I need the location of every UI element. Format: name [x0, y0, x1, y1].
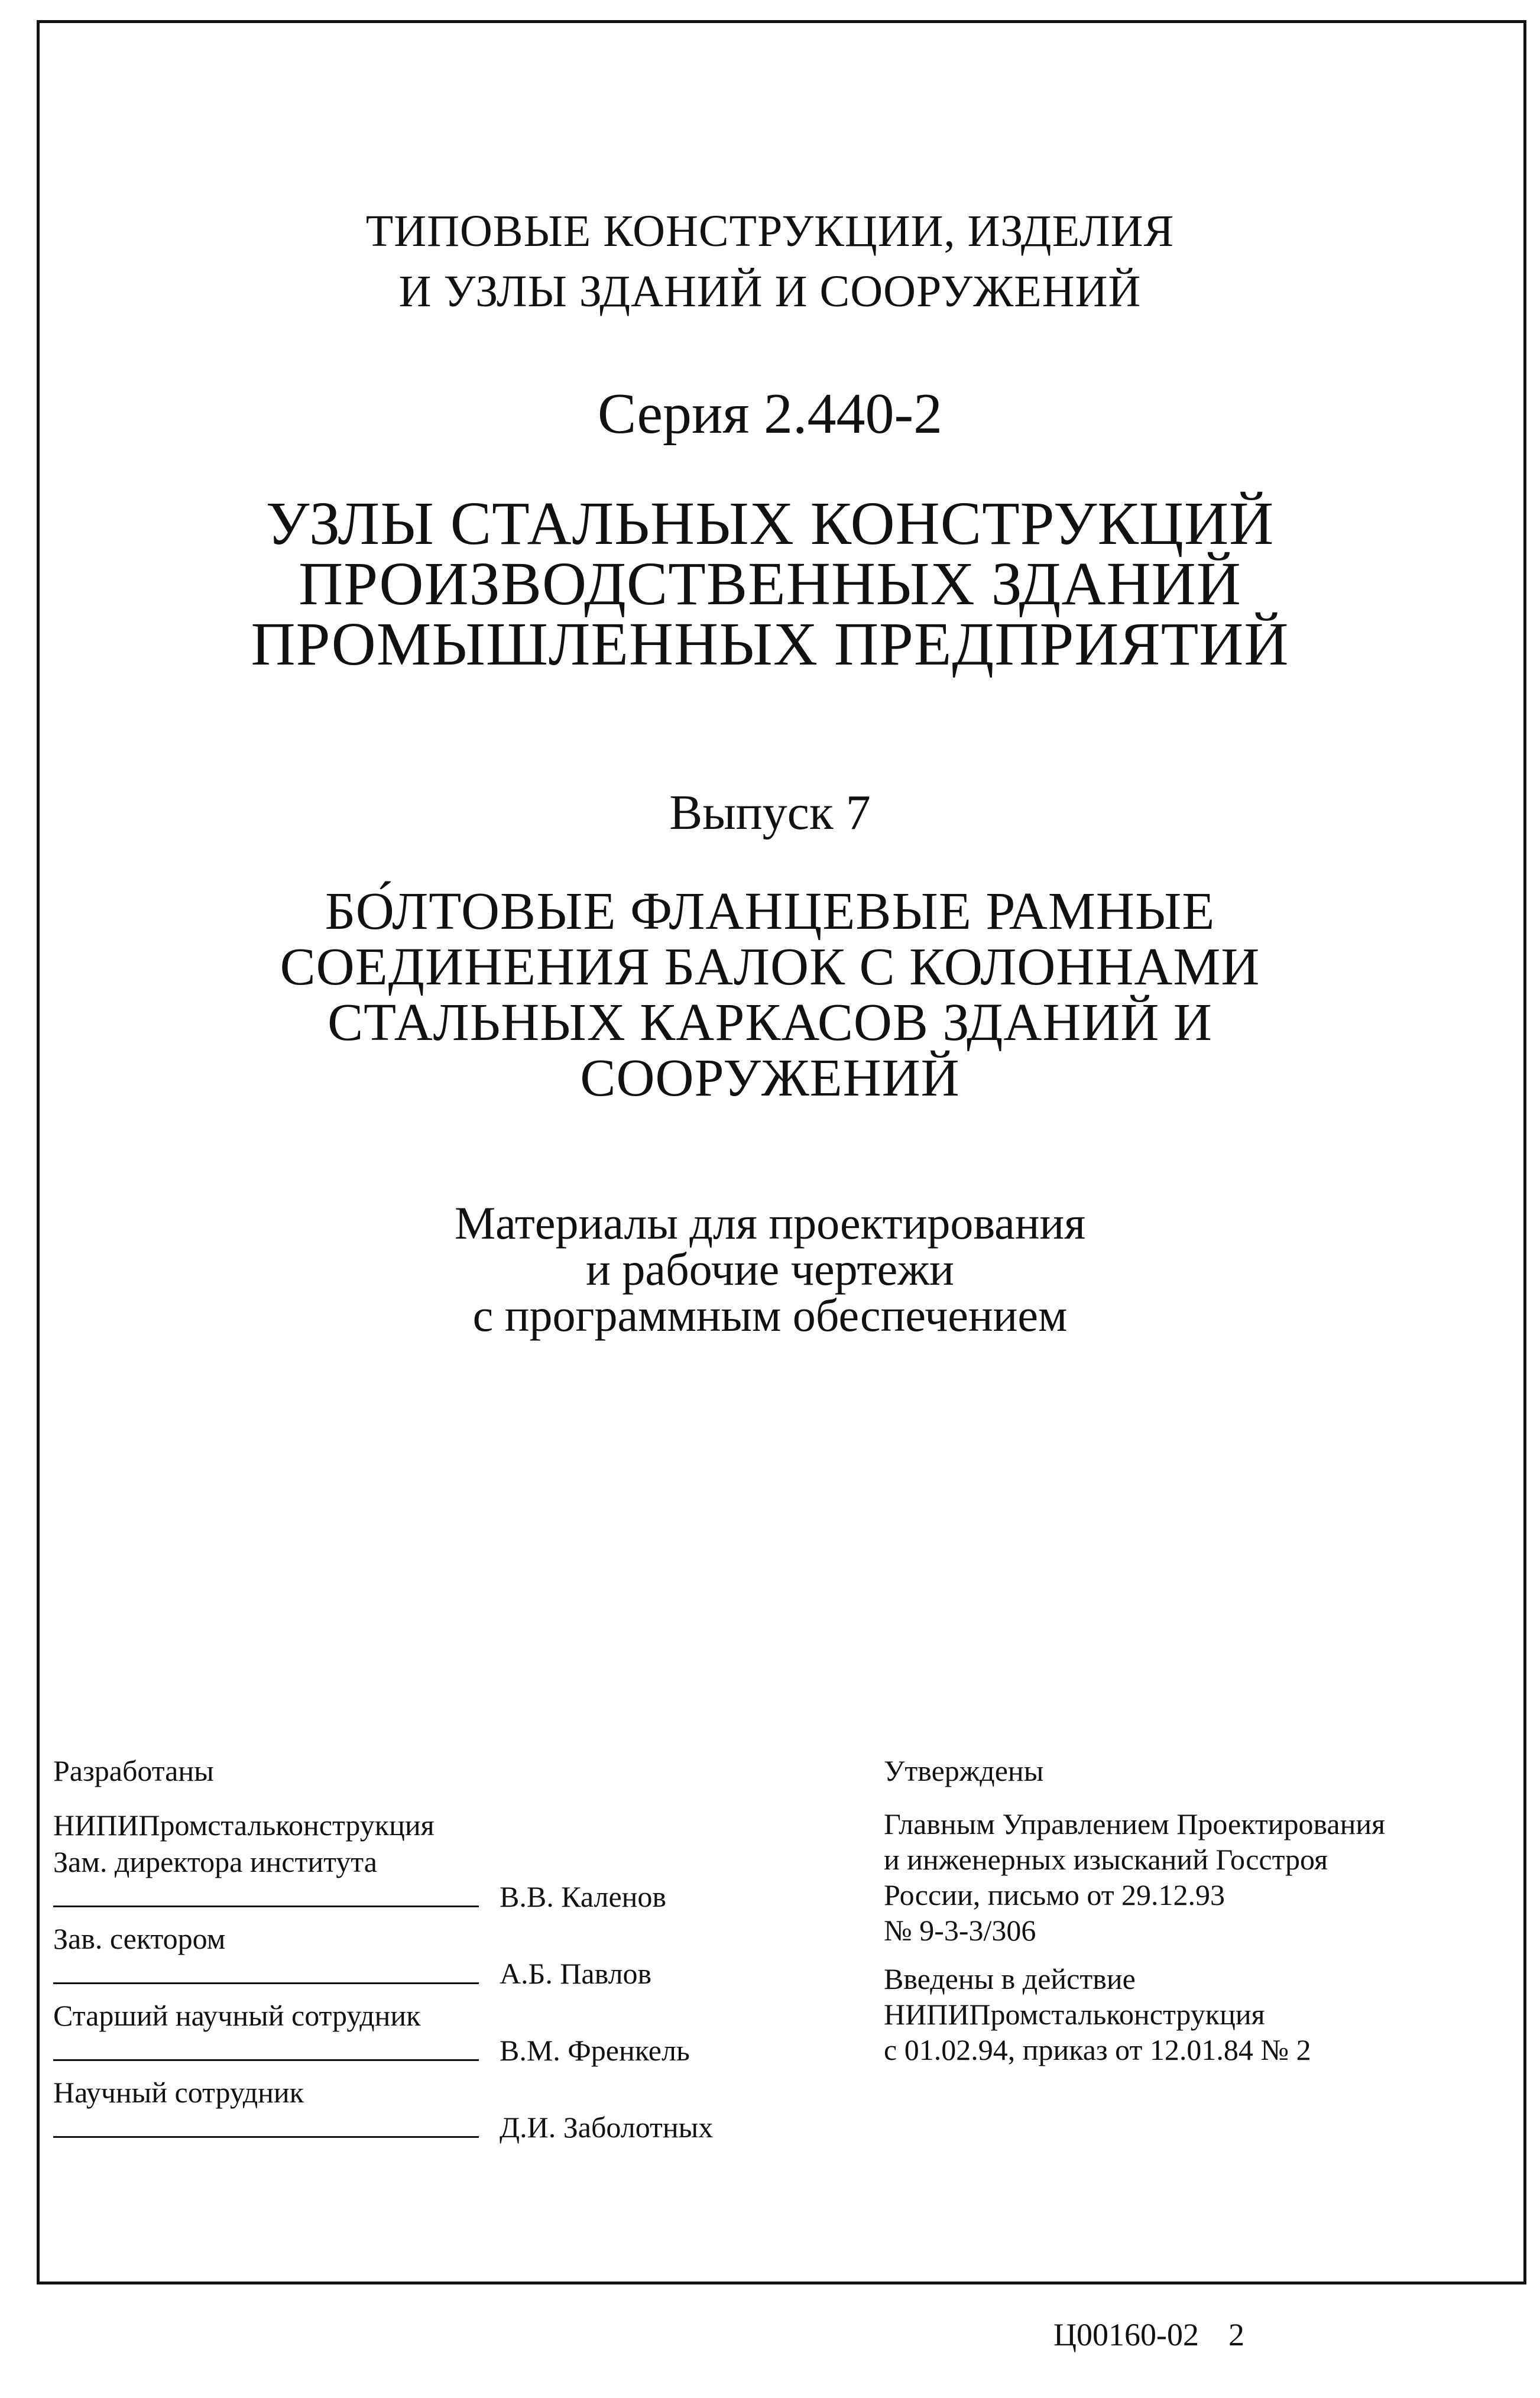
signature-line: [53, 1982, 479, 1984]
title-line-2: ПРОИЗВОДСТВЕННЫХ ЗДАНИЙ: [299, 550, 1241, 618]
series-number: [0, 378, 1540, 449]
approved-label: Утверждены: [884, 1754, 1044, 1787]
signature-row-2: [53, 1956, 822, 1993]
signer-name-3: В.М. Френкель: [500, 2034, 690, 2067]
issue-title: [0, 884, 1540, 1106]
header-line-1: ТИПОВЫЕ КОНСТРУКЦИИ, ИЗДЕЛИЯ: [365, 206, 1175, 256]
subtitle-line-4: СООРУЖЕНИЙ: [580, 1049, 960, 1107]
issue-label: Выпуск 7: [669, 785, 871, 840]
title-line-3: ПРОМЫШЛЕННЫХ ПРЕДПРИЯТИЙ: [251, 610, 1289, 678]
signer-role-2: Зав. сектором: [53, 1922, 226, 1955]
approved-line-1: Главным Управлением Проектирования: [884, 1807, 1386, 1840]
subtitle-line-1: БО́ЛТОВЫЕ ФЛАНЦЕВЫЕ РАМНЫЕ: [325, 882, 1215, 941]
title-line-1: УЗЛЫ СТАЛЬНЫХ КОНСТРУКЦИЙ: [265, 490, 1275, 558]
header-line-2: И УЗЛЫ ЗДАНИЙ И СООРУЖЕНИЙ: [398, 267, 1142, 316]
signature-row-3: [53, 2033, 822, 2070]
signer-role-3: Старший научный сотрудник: [53, 1999, 421, 2032]
footer: [1053, 2316, 1244, 2353]
approved-line-2: и инженерных изысканий Госстроя: [884, 1843, 1328, 1876]
subtitle-line-3: СТАЛЬНЫХ КАРКАСОВ ЗДАНИЙ И: [328, 993, 1212, 1052]
approved-line-4: № 9-3-3/306: [884, 1914, 1036, 1947]
issue-number: [0, 780, 1540, 845]
header: [0, 201, 1540, 322]
signer-name-2: А.Б. Павлов: [500, 1957, 652, 1990]
signature-row-4: [53, 2110, 822, 2147]
signature-row-1: [53, 1879, 822, 1916]
approved-block: [884, 1753, 1522, 2068]
signer-name-4: Д.И. Заболотных: [500, 2111, 714, 2144]
subtitle-line-2: СОЕДИНЕНИЯ БАЛОК С КОЛОННАМИ: [280, 938, 1260, 996]
developed-label: Разработаны: [53, 1754, 214, 1787]
signer-role-1: Зам. директора института: [53, 1845, 377, 1878]
document-title: [0, 490, 1540, 678]
page-number: 2: [1228, 2317, 1244, 2352]
signature-line: [53, 2136, 479, 2138]
approved-line-3: России, письмо от 29.12.93: [884, 1878, 1225, 1911]
signer-name-1: В.В. Каленов: [500, 1880, 667, 1913]
document-code: Ц00160-02: [1053, 2317, 1199, 2352]
enacted-line-3: с 01.02.94, приказ от 12.01.84 № 2: [884, 2033, 1311, 2066]
signature-line: [53, 2059, 479, 2061]
series-label: Серия 2.440-2: [597, 382, 943, 446]
materials-line-2: и рабочие чертежи: [586, 1243, 954, 1295]
enacted-line-2: НИПИПромстальконструкция: [884, 1998, 1265, 2031]
developed-block: [53, 1753, 822, 2147]
materials-description: [0, 1197, 1540, 1341]
developer-org: НИПИПромстальконструкция: [53, 1809, 435, 1842]
materials-line-1: Материалы для проектирования: [454, 1197, 1086, 1249]
materials-line-3: с программным обеспечением: [472, 1289, 1068, 1341]
enacted-line-1: Введены в действие: [884, 1962, 1136, 1995]
signature-line: [53, 1906, 479, 1907]
signer-role-4: Научный сотрудник: [53, 2076, 304, 2109]
